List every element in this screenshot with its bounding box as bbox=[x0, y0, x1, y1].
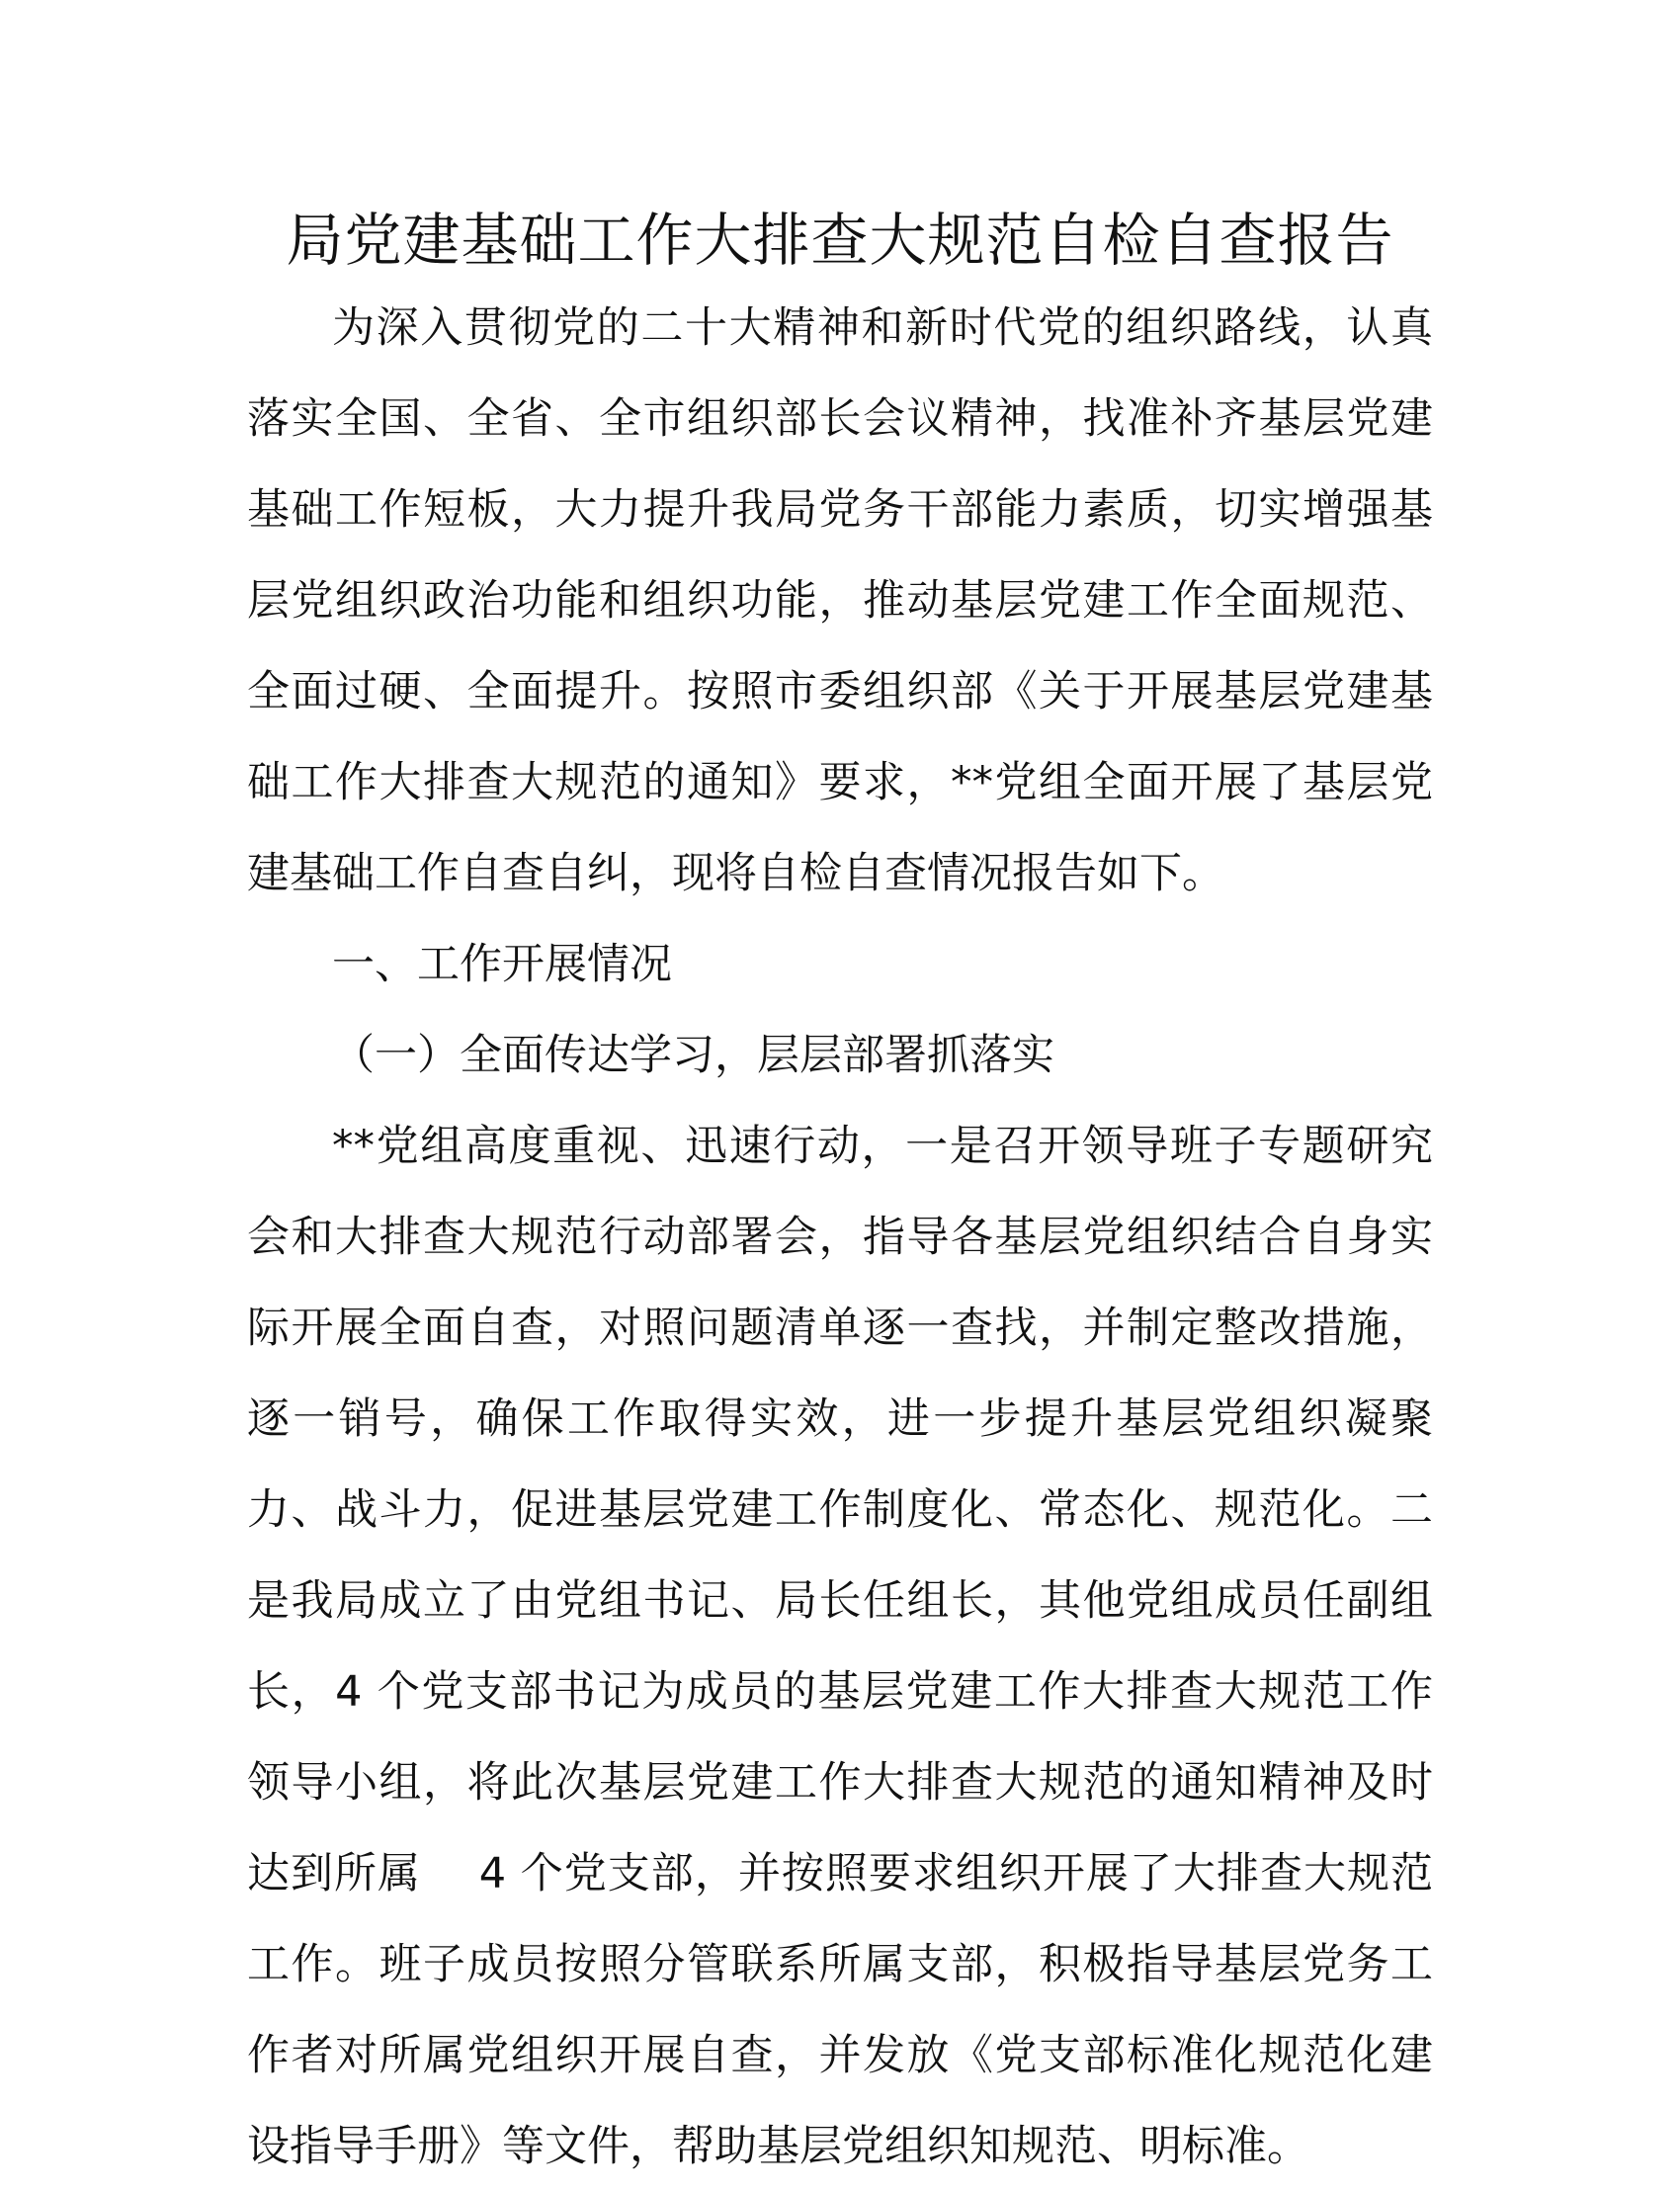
document-body bbox=[247, 198, 1433, 2192]
document-title: 局党建基础工作大排查大规范自检自查报告 bbox=[286, 207, 1394, 274]
subsection-heading: （一）全面传达学习，层层部署抓落实 bbox=[332, 1031, 1054, 1080]
subsection-body-paragraph: **党组高度重视、迅速行动，一是召开领导班子专题研究会和大排查大规范行动部署会，指导各基层党组织结合自身实际开展全面自查，对照问题清单逐一查找，并制定整改措施，逐一销号，确保工作取得实效，进一步提升基层党组织凝聚力、战斗力，促进基层党建工作制度化、常态化、规范化。二是我局成立了由党组书记、局长任组长，其他党组成员任副组长，4 个党支部书记为成员的基层党建工作大排查大规范工作领导小组，将此次基层党建工作大排查大规范的通知精神及时达到所属 4 个党支部，并按照要求组织开展了大排查大规范工作。班子成员按照分管联系所属支部，积极指导基层党务工作者对所属党组织开展自查，并发放《党支部标准化规范化建设指导手册》等文件，帮助基层党组织知规范、明标准。 bbox=[247, 1122, 1433, 2171]
section-heading: 一、工作开展情况 bbox=[332, 940, 672, 989]
intro-paragraph: 为深入贯彻党的二十大精神和新时代党的组织路线，认真落实全国、全省、全市组织部长会议精神，找准补齐基层党建基础工作短板，大力提升我局党务干部能力素质，切实增强基层党组织政治功能和组织功能，推动基层党建工作全面规范、全面过硬、全面提升。按照市委组织部《关于开展基层党建基础工作大排查大规范的通知》要求，**党组全面开展了基层党建基础工作自查自纠，现将自检自查情况报告如下。 bbox=[247, 303, 1433, 898]
